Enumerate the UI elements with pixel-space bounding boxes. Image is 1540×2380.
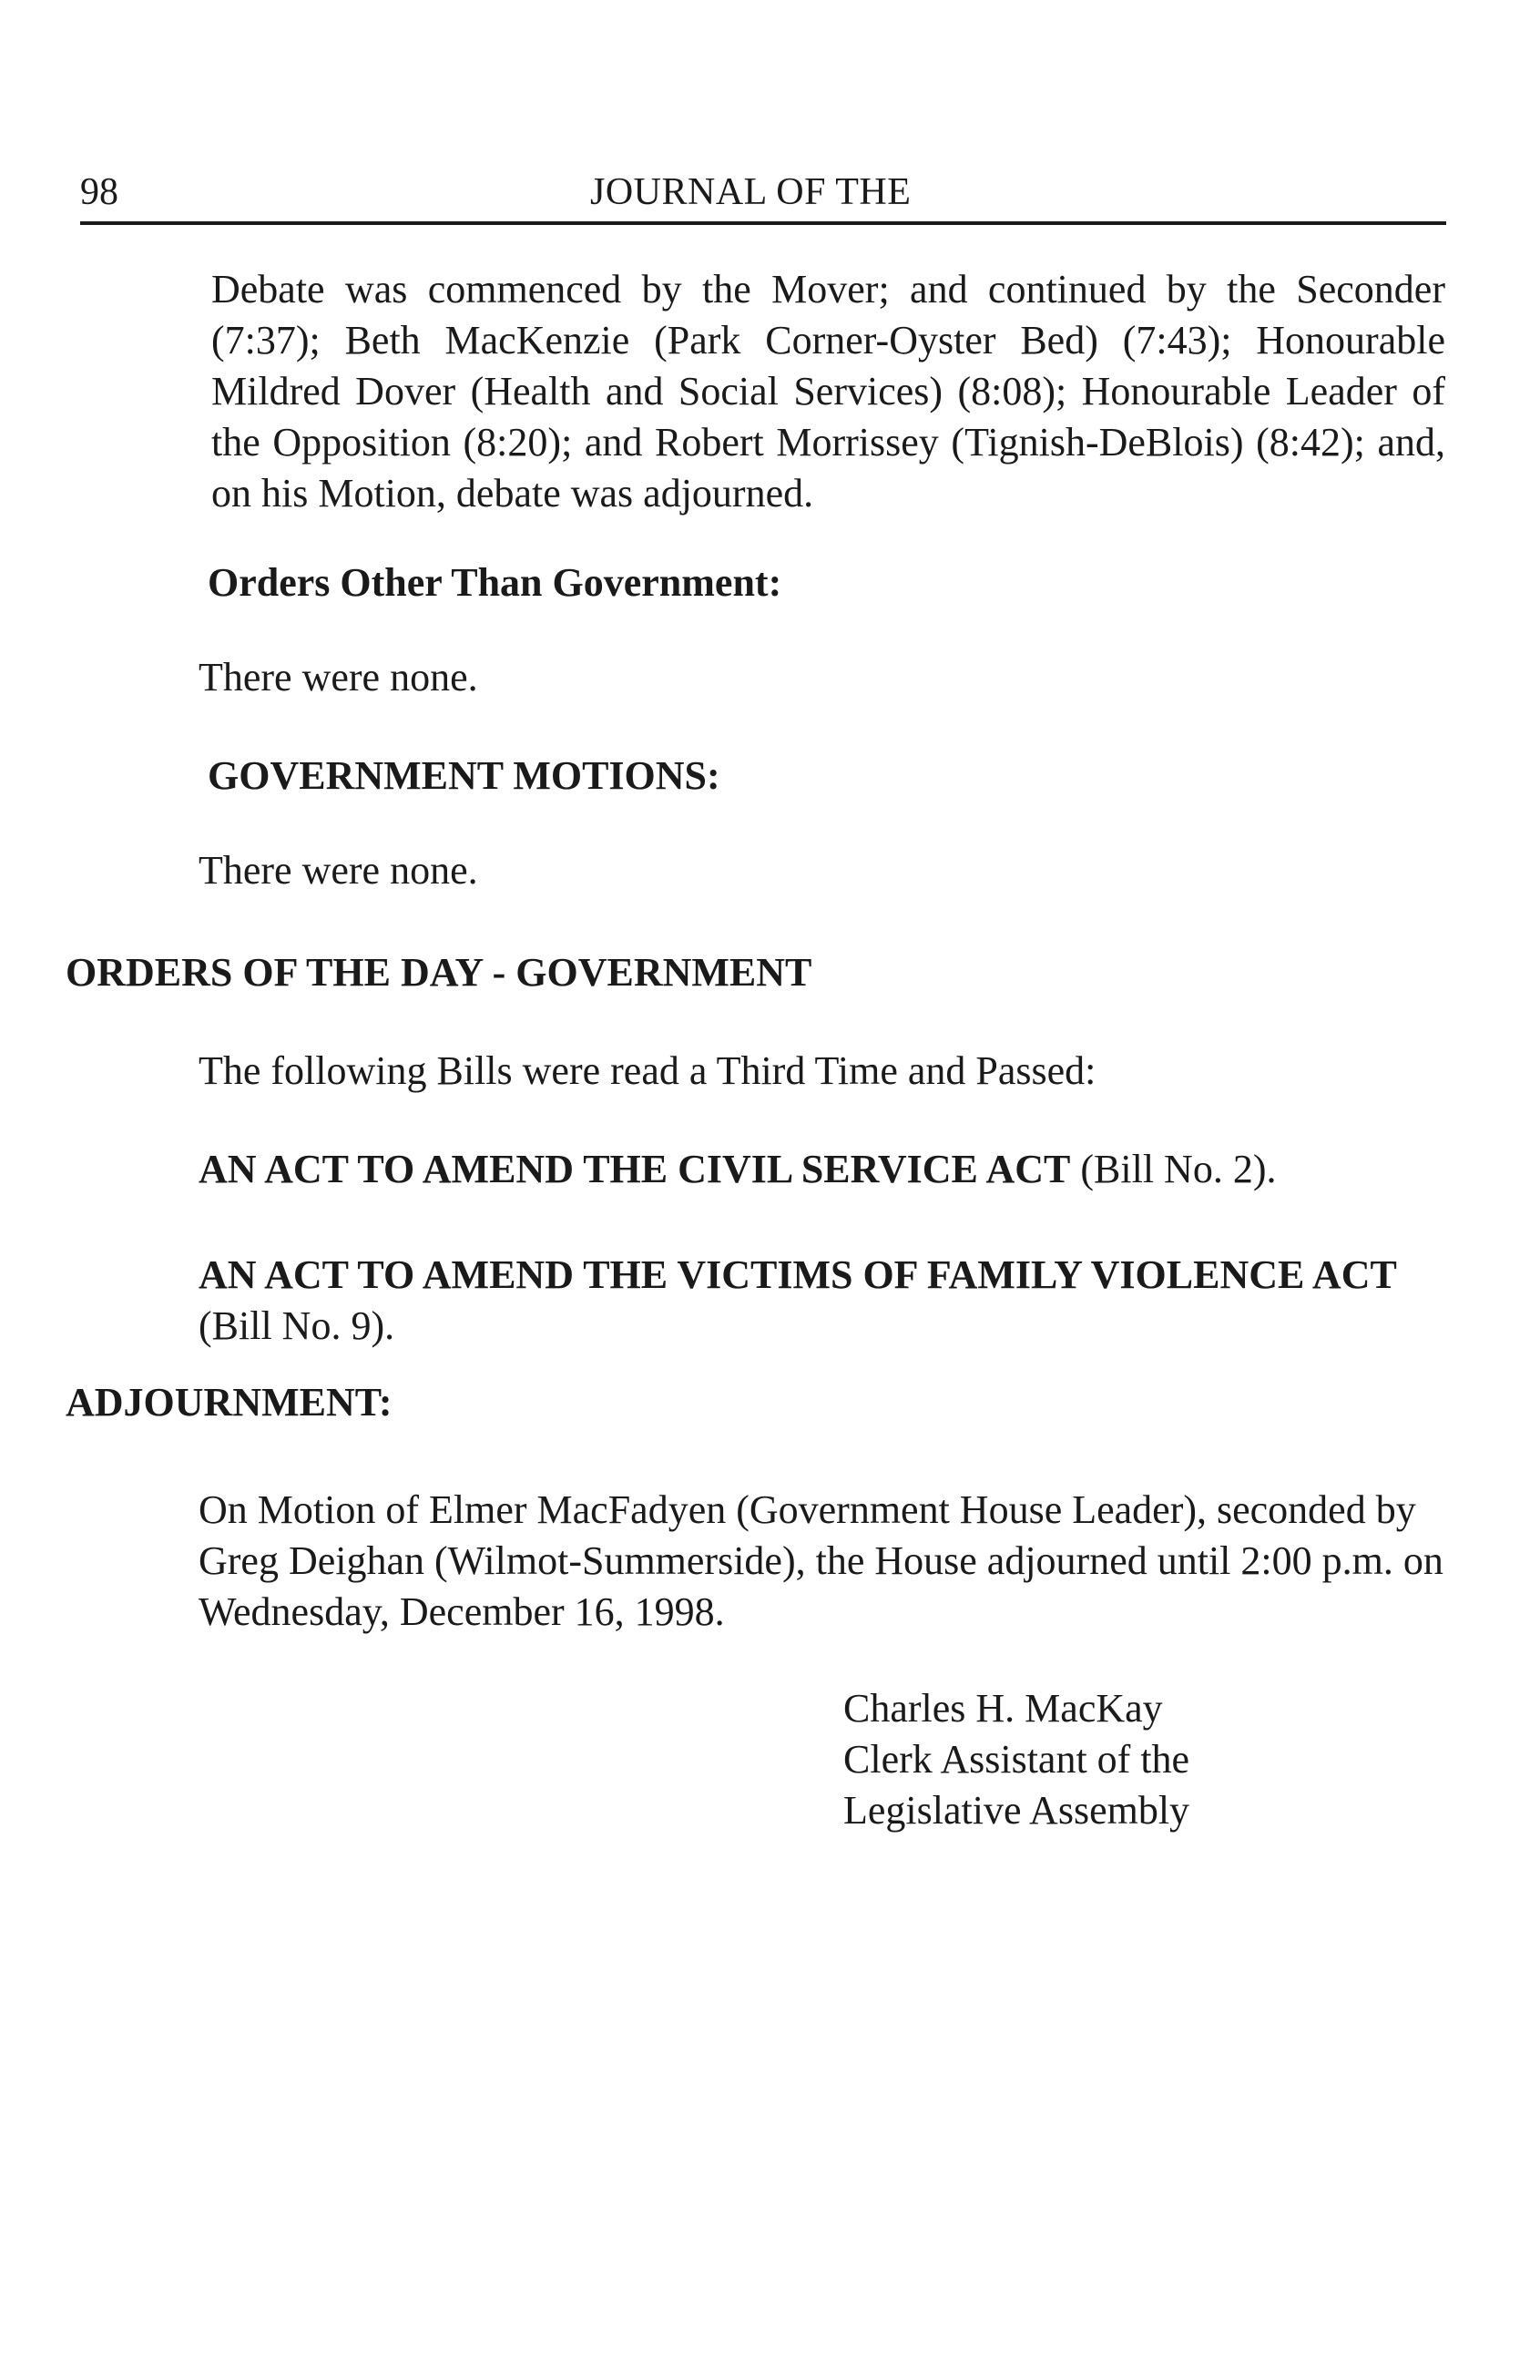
bill-title: AN ACT TO AMEND THE VICTIMS OF FAMILY VIOLENCE ACT xyxy=(199,1252,1397,1297)
government-motions-text: There were none. xyxy=(199,848,478,893)
government-motions-heading: GOVERNMENT MOTIONS: xyxy=(208,753,720,798)
signature-title-line2: Legislative Assembly xyxy=(843,1788,1190,1833)
orders-of-the-day-heading: ORDERS OF THE DAY - GOVERNMENT xyxy=(66,950,812,995)
orders-other-heading: Orders Other Than Government: xyxy=(208,560,782,605)
debate-paragraph: Debate was commenced by the Mover; and continued by the Seconder (7:37); Beth MacKenzie (Park Corner-Oyster Bed) (7:43); Honourable Mildred Dover (Health and Social Services) (8:08); Honourable Leader of the Opposition (8:20); and Robert Morrissey (Tignish-DeBlois) (8:42); and, on his Motion, debate was adjourned. xyxy=(211,267,1445,516)
bill-title: AN ACT TO AMEND THE CIVIL SERVICE ACT xyxy=(199,1147,1071,1191)
orders-other-text: There were none. xyxy=(199,655,478,700)
signature-title-line1: Clerk Assistant of the xyxy=(843,1737,1190,1782)
page-number: 98 xyxy=(80,171,118,213)
adjournment-text: On Motion of Elmer MacFadyen (Government House Leader), seconded by Greg Deighan (Wilmot-Summerside), the House adjourned until 2:00 p.m. on Wednesday, December 16, 1998. xyxy=(199,1487,1443,1634)
page-header xyxy=(80,167,1446,225)
bill-entry xyxy=(199,1144,1446,1195)
orders-of-the-day-intro: The following Bills were read a Third Time and Passed: xyxy=(199,1048,1096,1093)
running-head: JOURNAL OF THE xyxy=(590,171,912,213)
signature-block xyxy=(843,1683,1189,1836)
signature-name: Charles H. MacKay xyxy=(843,1686,1163,1731)
bill-number: (Bill No. 9). xyxy=(199,1303,395,1348)
bill-entry xyxy=(199,1250,1455,1352)
adjournment-heading: ADJOURNMENT: xyxy=(66,1380,393,1425)
bill-number: (Bill No. 2). xyxy=(1070,1147,1277,1191)
